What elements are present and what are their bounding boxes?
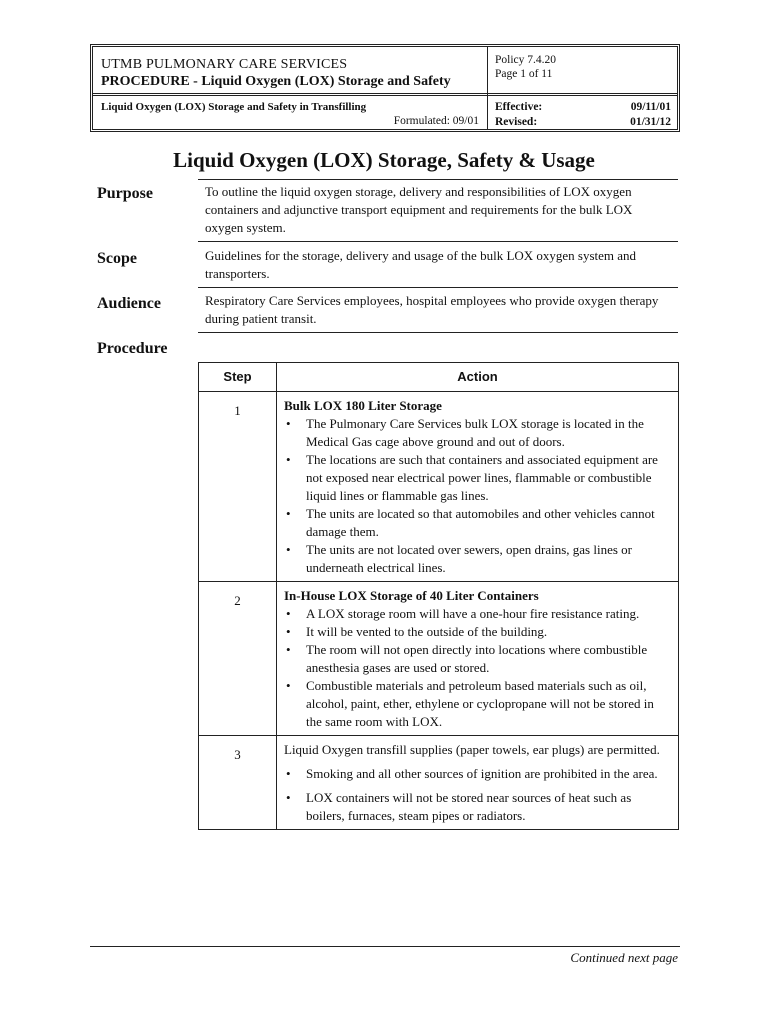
formulated-date: Formulated: 09/01 xyxy=(393,115,479,127)
step-column-header: Step xyxy=(199,363,277,392)
scope-label: Scope xyxy=(97,250,137,267)
document-header xyxy=(90,44,680,132)
bullet-item: • The room will not open directly into locations where combustible anesthesia gases are used or stored. xyxy=(284,641,672,677)
step-intro: Liquid Oxygen transfill supplies (paper towels, ear plugs) are permitted. xyxy=(284,742,660,757)
bullet-list xyxy=(284,415,672,577)
bullet-list xyxy=(284,605,672,731)
effective-date: 09/11/01 xyxy=(630,101,671,113)
revised-label: Revised: xyxy=(495,116,538,128)
policy-number: Policy 7.4.20 xyxy=(495,54,557,66)
continued-note: Continued next page xyxy=(570,950,678,965)
step-title: Bulk LOX 180 Liter Storage xyxy=(284,398,442,413)
header-divider xyxy=(487,47,488,129)
bullet-item: • The locations are such that containers and associated equipment are not exposed near electrical power lines, flammable or combustible liquid lines or flammable gas lines. xyxy=(284,451,672,505)
bullet-item: • LOX containers will not be stored near sources of heat such as boilers, furnaces, steam pipes or radiators. xyxy=(284,789,672,825)
effective-label: Effective: xyxy=(495,101,543,113)
procedure-title: PROCEDURE - Liquid Oxygen (LOX) Storage and Safety xyxy=(101,74,451,89)
bullet-item: • A LOX storage room will have a one-hour fire resistance rating. xyxy=(284,605,672,623)
header-divider xyxy=(93,93,677,96)
step-number: 3 xyxy=(199,736,277,830)
step-number: 1 xyxy=(199,392,277,582)
procedure-table xyxy=(198,362,679,830)
bullet-item: • Smoking and all other sources of ignition are prohibited in the area. xyxy=(284,765,672,783)
bullet-item: • The units are located so that automobiles and other vehicles cannot damage them. xyxy=(284,505,672,541)
procedure-subtitle: Liquid Oxygen (LOX) Storage and Safety in Transfilling xyxy=(101,101,367,113)
step-number: 2 xyxy=(199,582,277,736)
step-action xyxy=(277,736,679,830)
scope-text: Guidelines for the storage, delivery and usage of the bulk LOX oxygen system and transporters. xyxy=(205,248,637,281)
table-row xyxy=(199,582,679,736)
page-number: Page 1 of 11 xyxy=(495,68,553,80)
bullet-list xyxy=(284,765,672,825)
step-action xyxy=(277,392,679,582)
bullet-item: • The Pulmonary Care Services bulk LOX storage is located in the Medical Gas cage above ground and out of doors. xyxy=(284,415,672,451)
step-action xyxy=(277,582,679,736)
purpose-text: To outline the liquid oxygen storage, delivery and responsibilities of LOX oxygen containers and adjunctive transport equipment and requirements for the bulk LOX oxygen system. xyxy=(205,184,633,235)
audience-text: Respiratory Care Services employees, hospital employees who provide oxygen therapy during patient transit. xyxy=(205,293,659,326)
table-header-row xyxy=(199,363,679,392)
footer-rule xyxy=(90,946,680,947)
section-rule xyxy=(198,332,678,333)
section-rule xyxy=(198,241,678,242)
organization-name: UTMB PULMONARY CARE SERVICES xyxy=(101,57,348,72)
table-row xyxy=(199,736,679,830)
audience-label: Audience xyxy=(97,295,161,312)
table-row xyxy=(199,392,679,582)
bullet-item: • Combustible materials and petroleum based materials such as oil, alcohol, paint, ether, ethylene or cyclopropane will not be stored in the same room with LOX. xyxy=(284,677,672,731)
step-title: In-House LOX Storage of 40 Liter Containers xyxy=(284,588,539,603)
bullet-item: • It will be vented to the outside of the building. xyxy=(284,623,672,641)
section-rule xyxy=(198,287,678,288)
policy-info xyxy=(495,53,556,81)
bullet-item: • The units are not located over sewers, open drains, gas lines or underneath electrical lines. xyxy=(284,541,672,577)
revised-date: 01/31/12 xyxy=(630,116,671,128)
purpose-label: Purpose xyxy=(97,185,153,202)
action-column-header: Action xyxy=(277,363,679,392)
document-title: Liquid Oxygen (LOX) Storage, Safety & Usage xyxy=(173,148,595,172)
procedure-label: Procedure xyxy=(97,340,168,357)
effective-revised-block xyxy=(495,100,671,130)
section-rule xyxy=(198,179,678,180)
